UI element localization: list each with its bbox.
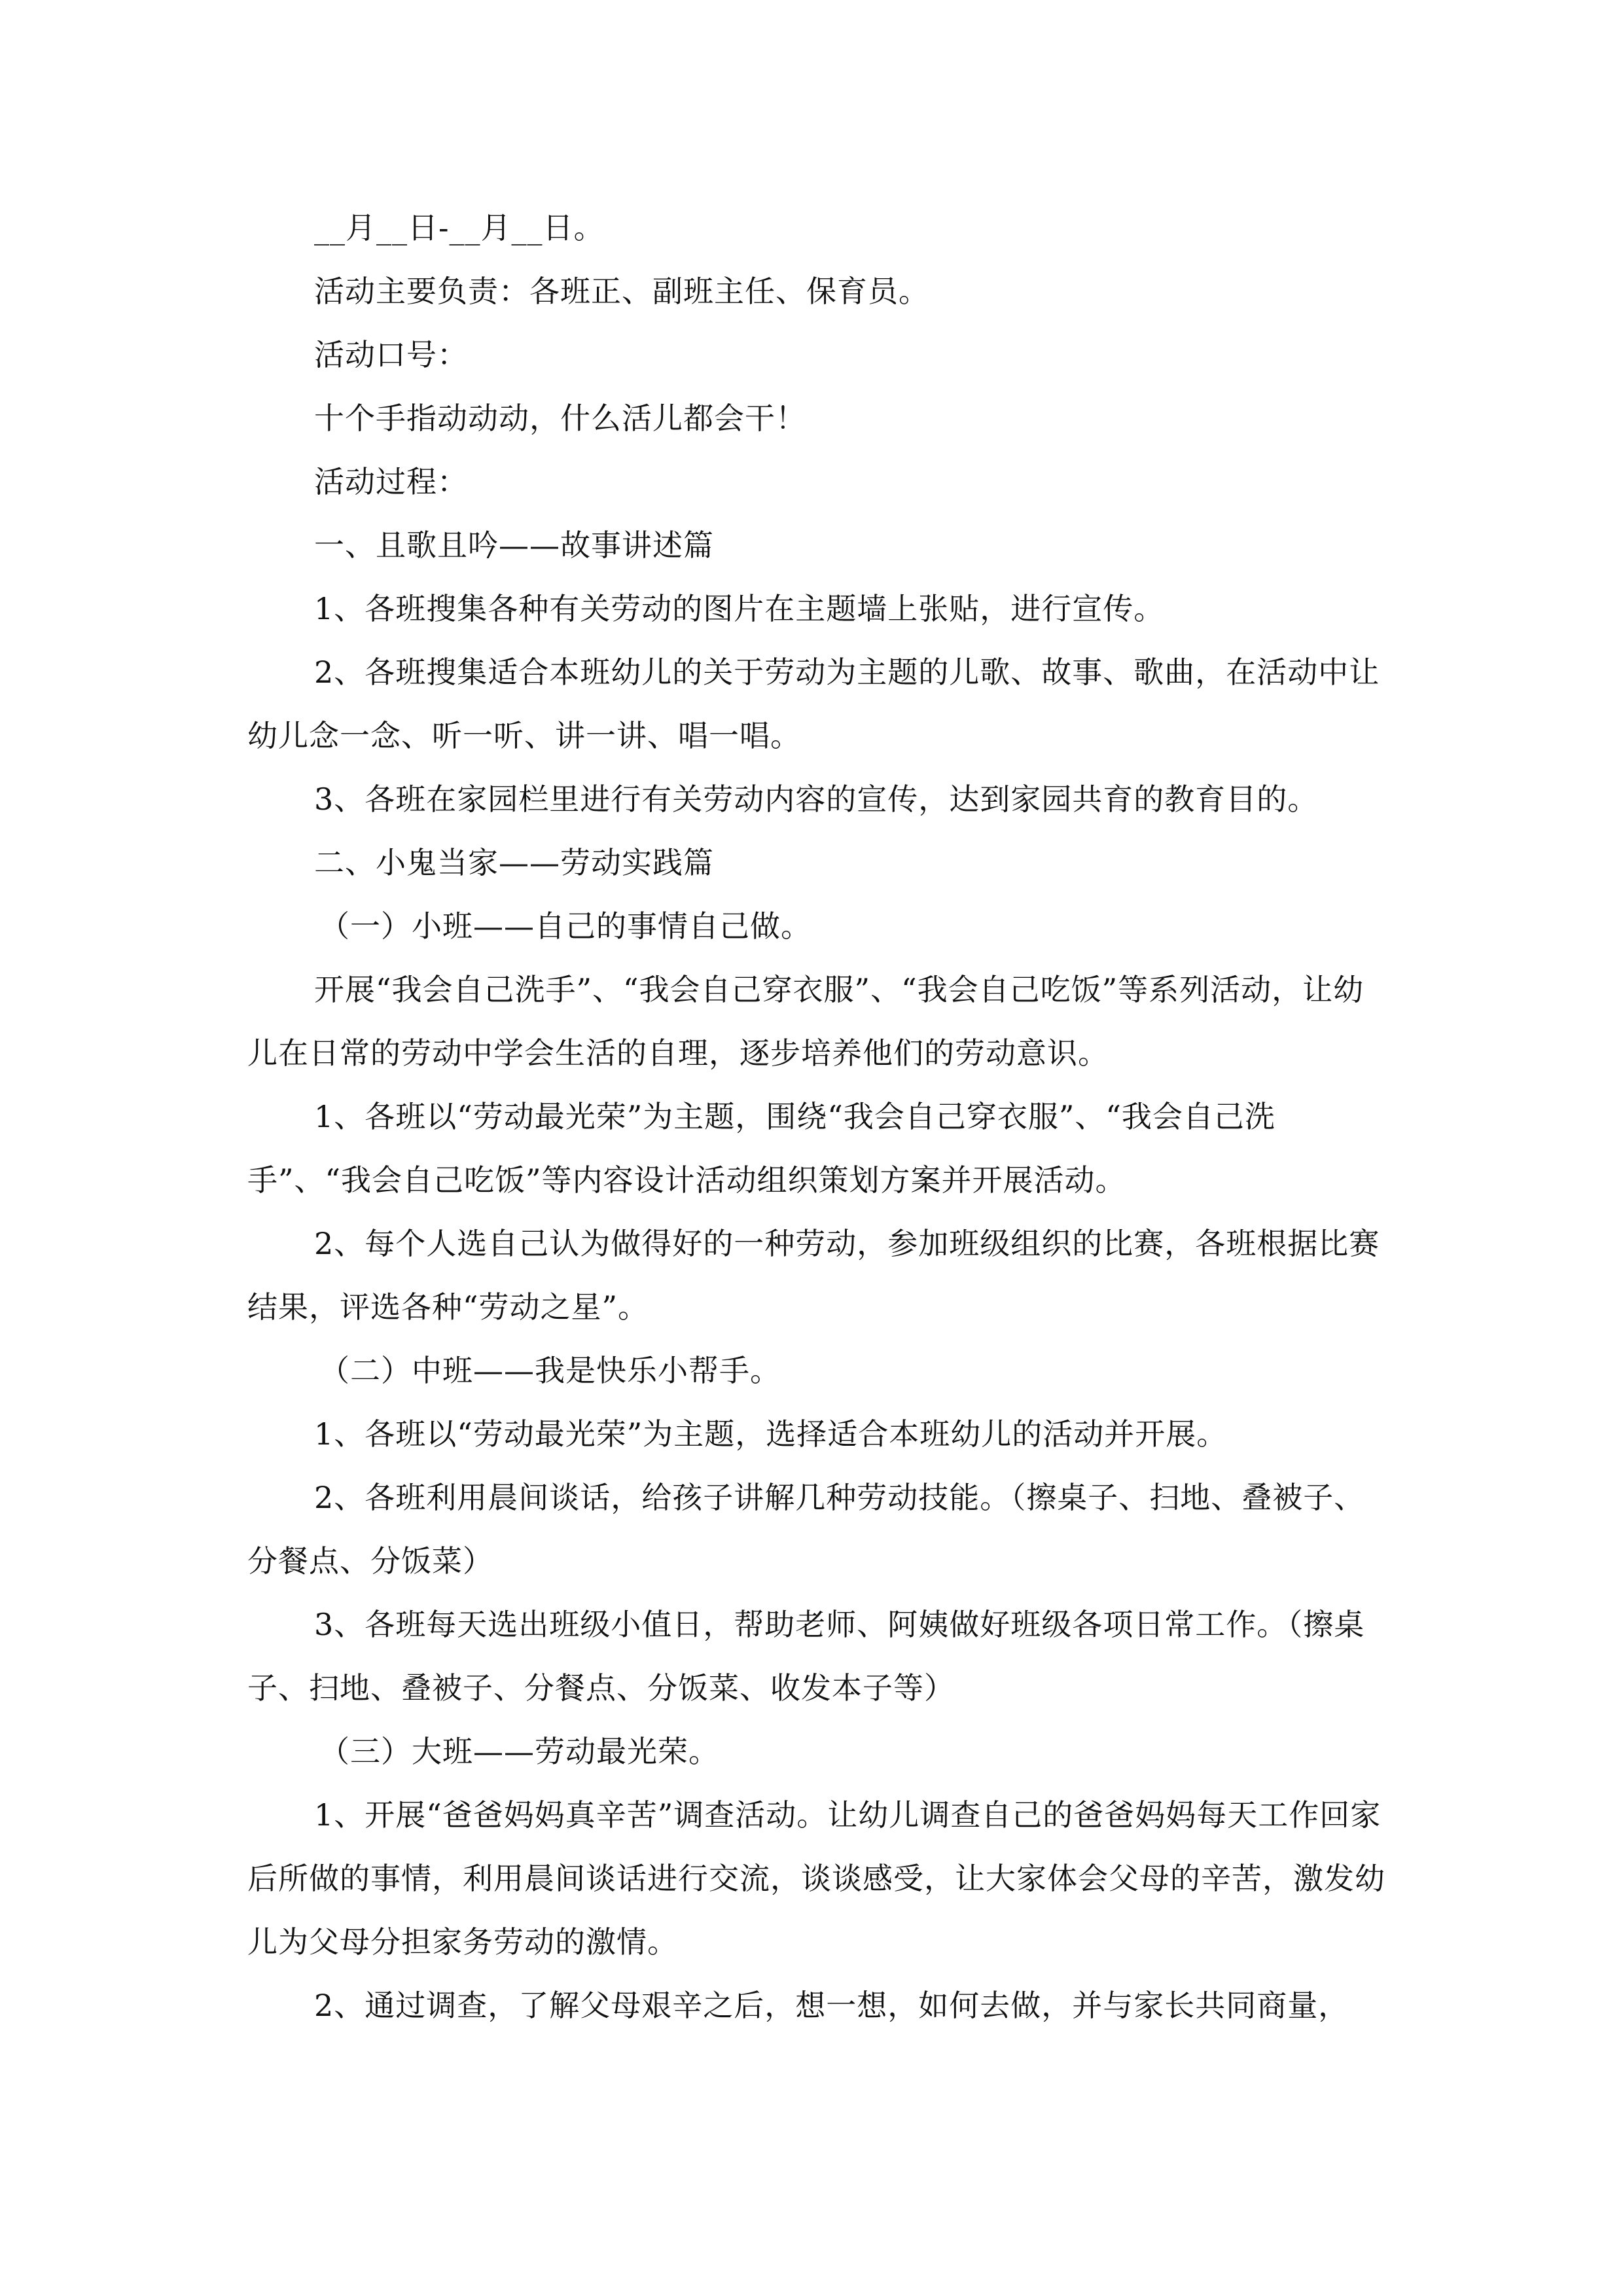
paragraph-1-2: 2、各班搜集适合本班幼儿的关于劳动为主题的儿歌、故事、歌曲，在活动中让幼儿念一念、听一听、讲一讲、唱一唱。 [247,655,1380,753]
responsible-line: 活动主要负责：各班正、副班主任、保育员。 [314,274,929,309]
middle-class-item-2: 2、各班利用晨间谈话，给孩子讲解几种劳动技能。（擦桌子、扫地、叠被子、分餐点、分饭菜） [247,1480,1365,1579]
small-class-item-1: 1、各班以“劳动最光荣”为主题，围绕“我会自己穿衣服”、“我会自己洗手”、“我会自己吃饭”等内容设计活动组织策划方案并开展活动。 [247,1099,1275,1198]
slogan-heading: 活动口号： [314,337,468,372]
paragraph-1-1: 1、各班搜集各种有关劳动的图片在主题墙上张贴，进行宣传。 [314,591,1165,626]
document-body [247,196,1393,2037]
subsection-big-class-heading: （三）大班——劳动最光荣。 [319,1734,719,1769]
middle-class-item-3: 3、各班每天选出班级小值日，帮助老师、阿姨做好班级各项日常工作。（擦桌子、扫地、叠被子、分餐点、分饭菜、收发本子等） [247,1607,1365,1706]
small-class-intro: 开展“我会自己洗手”、“我会自己穿衣服”、“我会自己吃饭”等系列活动，让幼儿在日常的劳动中学会生活的自理，逐步培养他们的劳动意识。 [247,972,1364,1071]
date-range-line: __月__日-__月__日。 [314,210,605,245]
big-class-item-2: 2、通过调查，了解父母艰辛之后，想一想，如何去做，并与家长共同商量， [314,1988,1349,2023]
slogan-text: 十个手指动动动，什么活儿都会干！ [314,401,806,436]
section-one-heading: 一、且歌且吟——故事讲述篇 [314,528,714,563]
process-heading: 活动过程： [314,464,468,499]
subsection-middle-class-heading: （二）中班——我是快乐小帮手。 [319,1353,781,1388]
subsection-small-class-heading: （一）小班——自己的事情自己做。 [319,908,812,944]
big-class-item-1: 1、开展“爸爸妈妈真辛苦”调查活动。让幼儿调查自己的爸爸妈妈每天工作回家后所做的事情，利用晨间谈话进行交流，谈谈感受，让大家体会父母的辛苦，激发幼儿为父母分担家务劳动的激情。 [247,1797,1385,1960]
section-two-heading: 二、小鬼当家——劳动实践篇 [314,845,714,880]
small-class-item-2: 2、每个人选自己认为做得好的一种劳动，参加班级组织的比赛，各班根据比赛结果，评选各种“劳动之星”。 [247,1226,1380,1325]
paragraph-1-3: 3、各班在家园栏里进行有关劳动内容的宣传，达到家园共育的教育目的。 [314,781,1319,817]
middle-class-item-1: 1、各班以“劳动最光荣”为主题，选择适合本班幼儿的活动并开展。 [314,1416,1228,1452]
